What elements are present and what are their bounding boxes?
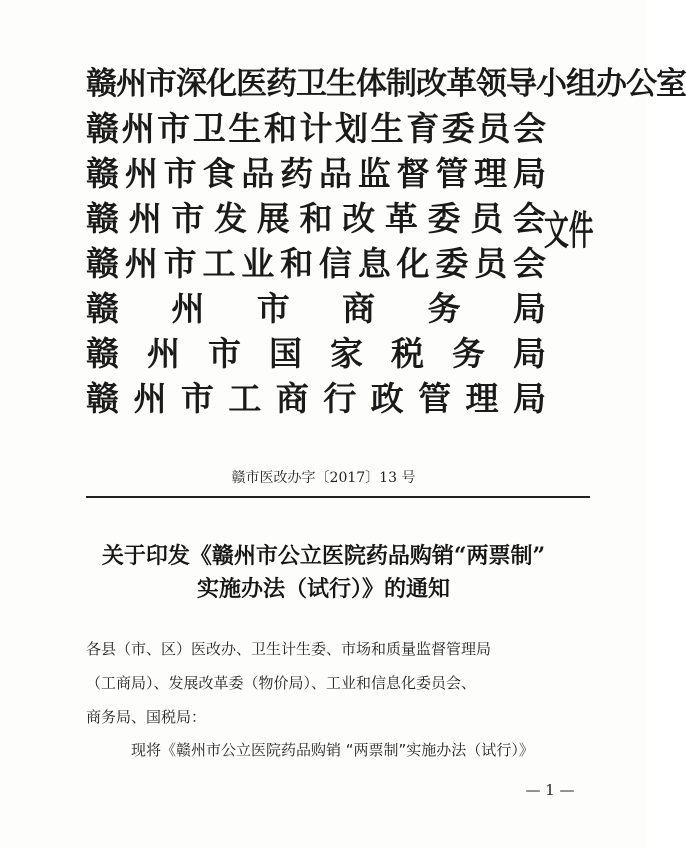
issuer-char: 市	[163, 154, 197, 193]
issuer-char: 革	[446, 66, 476, 102]
body-paragraph-line: 现将《赣州市公立医院药品购销 “两票制”实施办法（试行）》	[131, 741, 534, 759]
issuer-char: 赣	[86, 66, 116, 102]
issuer-char: 市	[146, 66, 176, 102]
document-mark: 文件	[544, 207, 594, 254]
issuer-char: 育	[406, 109, 440, 148]
issuer-char: 州	[124, 244, 158, 283]
issuer-char: 州	[133, 379, 167, 418]
issuer-char: 州	[147, 334, 180, 373]
issuer-char: 委	[435, 244, 469, 283]
issuer-char: 家	[330, 334, 363, 373]
issuer-char: 制	[386, 66, 416, 102]
issuer-char: 州	[124, 154, 158, 193]
issuer-char: 药	[266, 66, 296, 102]
issuer-char: 划	[335, 109, 369, 148]
issuer-char: 改	[416, 66, 446, 102]
issuer-line	[86, 334, 546, 374]
issuer-char: 监	[357, 154, 391, 193]
issuer-char: 和	[280, 244, 314, 283]
issuer-char: 局	[512, 379, 546, 418]
issuer-char: 市	[171, 199, 205, 238]
recipients-line-3: 商务局、国税局：	[86, 708, 207, 726]
issuer-char: 化	[396, 244, 430, 283]
issuer-char: 赣	[86, 199, 119, 238]
issuer-char: 和	[263, 109, 297, 148]
issuer-char: 工	[202, 244, 236, 283]
issuer-char: 室	[656, 66, 686, 102]
issuer-char: 州	[116, 66, 146, 102]
issuer-char: 息	[357, 244, 391, 283]
issuer-char: 品	[241, 154, 275, 193]
issuer-char: 生	[326, 66, 356, 102]
issuer-char: 市	[163, 244, 197, 283]
issuer-char: 商	[342, 289, 376, 328]
issuer-char: 赣	[86, 289, 119, 328]
document-number: 赣市医改办字〔2017〕13 号	[231, 470, 416, 486]
issuer-char: 督	[396, 154, 430, 193]
issuer-char: 局	[513, 334, 546, 373]
issuer-char: 委	[441, 109, 475, 148]
issuer-char: 州	[121, 109, 155, 148]
issuer-char: 国	[269, 334, 302, 373]
issuer-char: 局	[512, 289, 546, 328]
issuer-char: 信	[318, 244, 352, 283]
issuer-char: 导	[506, 66, 536, 102]
issuer-char: 员	[474, 244, 508, 283]
issuer-char: 赣	[86, 154, 119, 193]
issuer-char: 赣	[86, 244, 119, 283]
issuer-char: 小	[536, 66, 566, 102]
issuer-char: 会	[512, 244, 546, 283]
issuer-char: 和	[299, 199, 333, 238]
issuer-char: 务	[427, 289, 461, 328]
page-number: — 1 —	[525, 781, 575, 799]
issuer-char: 会	[512, 109, 546, 148]
issuer-line	[86, 154, 546, 194]
issuer-char: 委	[427, 199, 461, 238]
issuer-char: 业	[241, 244, 275, 283]
recipients-line-2: （工商局）、发展改革委（物价局）、工业和信息化委员会、	[86, 674, 477, 692]
issuer-char: 医	[236, 66, 266, 102]
issuer-line	[86, 64, 686, 104]
issuer-char: 赣	[86, 334, 119, 373]
notice-title-line-1: 关于印发《赣州市公立医院药品购销“两票制”	[101, 543, 546, 569]
issuer-char: 市	[208, 334, 241, 373]
issuer-char: 改	[342, 199, 376, 238]
issuer-char: 办	[596, 66, 626, 102]
issuer-char: 税	[391, 334, 424, 373]
issuer-char: 化	[206, 66, 236, 102]
issuer-char: 工	[228, 379, 262, 418]
issuer-char: 州	[128, 199, 162, 238]
issuer-char: 务	[452, 334, 485, 373]
issuer-char: 市	[256, 289, 290, 328]
issuer-line	[86, 109, 546, 149]
issuer-char: 卫	[192, 109, 226, 148]
issuer-line	[86, 379, 546, 419]
issuer-line	[86, 244, 546, 284]
issuer-char: 发	[214, 199, 248, 238]
issuer-char: 理	[474, 154, 508, 193]
issuer-char: 展	[256, 199, 290, 238]
issuer-char: 商	[275, 379, 309, 418]
issuer-char: 生	[370, 109, 404, 148]
red-header-separator	[86, 496, 590, 498]
issuer-char: 市	[157, 109, 191, 148]
issuer-char: 州	[171, 289, 205, 328]
issuer-char: 药	[280, 154, 314, 193]
issuer-char: 行	[323, 379, 357, 418]
issuer-char: 赣	[86, 379, 119, 418]
issuer-char: 深	[176, 66, 206, 102]
notice-title-line-2: 实施办法（试行）》的通知	[196, 576, 450, 602]
issuer-line	[86, 199, 546, 239]
issuer-char: 员	[477, 109, 511, 148]
issuer-char: 市	[180, 379, 214, 418]
issuer-char: 局	[512, 154, 546, 193]
issuer-char: 理	[465, 379, 499, 418]
issuer-char: 生	[228, 109, 262, 148]
issuer-char: 管	[435, 154, 469, 193]
issuer-char: 体	[356, 66, 386, 102]
issuer-char: 食	[202, 154, 236, 193]
issuer-char: 员	[470, 199, 504, 238]
issuer-char: 领	[476, 66, 506, 102]
issuer-char: 计	[299, 109, 333, 148]
issuer-char: 革	[384, 199, 418, 238]
issuer-char: 政	[370, 379, 404, 418]
issuer-char: 卫	[296, 66, 326, 102]
issuer-line	[86, 289, 546, 329]
issuer-char: 管	[418, 379, 452, 418]
issuer-char: 公	[626, 66, 656, 102]
issuer-char: 品	[318, 154, 352, 193]
issuer-char: 会	[512, 199, 546, 238]
issuer-char: 赣	[86, 109, 119, 148]
recipients-line-1: 各县（市、区）医改办、卫生计生委、市场和质量监督管理局	[86, 640, 492, 658]
issuer-char: 组	[566, 66, 596, 102]
